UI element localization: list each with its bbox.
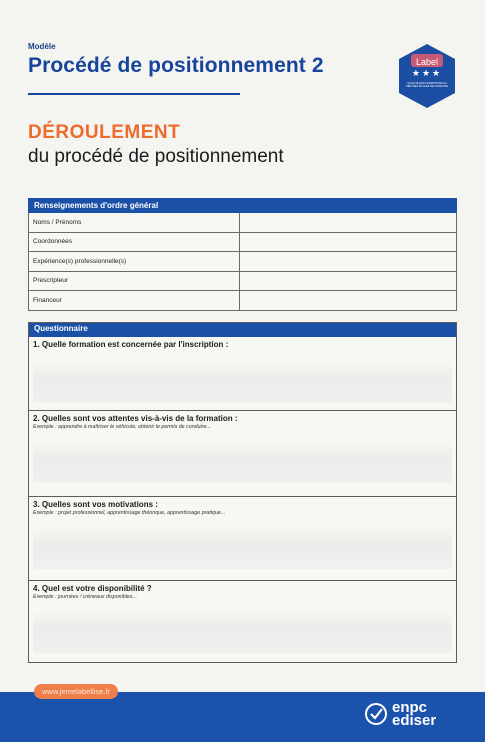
general-info-table <box>28 198 457 311</box>
row-label: Coordonnées <box>29 232 240 252</box>
questionnaire-header: Questionnaire <box>29 323 456 337</box>
answer-area-4[interactable] <box>33 611 452 653</box>
question-3 <box>29 496 456 580</box>
question-example: Exemple : journées / créneaux disponibles... <box>33 594 137 600</box>
question-4 <box>29 580 456 662</box>
contact-field[interactable] <box>240 232 457 252</box>
question-title: 2. Quelles sont vos attentes vis-à-vis de la formation : <box>33 414 238 423</box>
document-title: Procédé de positionnement 2 <box>28 54 324 77</box>
table-row <box>29 271 457 291</box>
brand-name-line1: enpc <box>392 699 428 716</box>
name-field[interactable] <box>240 213 457 233</box>
row-label: Noms / Prénoms <box>29 213 240 233</box>
question-title: 4. Quel est votre disponibilité ? <box>33 584 152 593</box>
table-row <box>29 232 457 252</box>
questionnaire-box <box>28 322 457 663</box>
answer-area-3[interactable] <box>33 527 452 569</box>
brand-name-line2: ediser <box>392 712 437 729</box>
question-1 <box>29 337 456 410</box>
question-title: 1. Quelle formation est concernée par l'inscription : <box>33 340 229 349</box>
general-info-header: Renseignements d'ordre général <box>29 199 457 213</box>
website-link[interactable]: www.jemelabellise.fr <box>34 684 118 699</box>
badge-label: Label <box>415 57 439 67</box>
table-row <box>29 252 457 272</box>
answer-area-1[interactable] <box>33 361 452 403</box>
experience-field[interactable] <box>240 252 457 272</box>
brand-logo <box>364 701 436 727</box>
question-example <box>29 349 456 351</box>
answer-area-2[interactable] <box>33 441 452 483</box>
document-kicker: Modèle <box>28 42 56 51</box>
badge-stars-icon: ★★★ <box>411 68 443 78</box>
label-badge-logo <box>396 42 458 110</box>
section-subheading: du procédé de positionnement <box>28 146 284 167</box>
question-title: 3. Quelles sont vos motivations : <box>33 500 158 509</box>
question-2 <box>29 410 456 496</box>
badge-tagline: QUALITÉ DES FORMATIONS AU SEIN DES ÉCOLES DE CONDUITE <box>406 82 448 89</box>
check-circle-icon <box>364 702 388 726</box>
prescriber-field[interactable] <box>240 271 457 291</box>
question-example: Exemple : projet professionnel, apprentissage théorique, apprentissage pratique... <box>33 510 226 516</box>
table-row <box>29 291 457 311</box>
section-heading: DÉROULEMENT <box>28 122 181 143</box>
question-example: Exemple : apprendre à maîtriser le véhicule, obtenir le permis de conduire... <box>33 424 211 430</box>
row-label: Financeur <box>29 291 240 311</box>
row-label: Prescripteur <box>29 271 240 291</box>
title-underline <box>28 93 240 95</box>
funder-field[interactable] <box>240 291 457 311</box>
row-label: Expérience(s) professionnelle(s) <box>29 252 240 272</box>
table-row <box>29 213 457 233</box>
